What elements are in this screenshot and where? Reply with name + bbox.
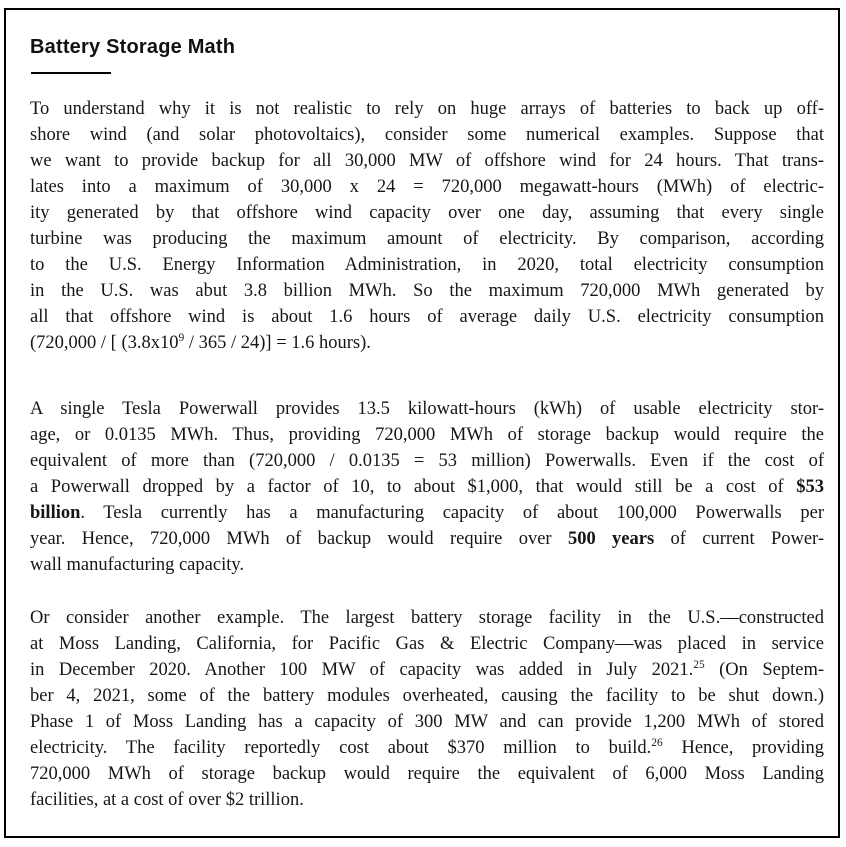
body-text: (720,000 / [ (3.8x10 [30,333,179,353]
body-text: age, or 0.0135 MWh. Thus, providing 720,000 MWh of storage backup would require the [30,425,824,445]
paragraph [30,96,824,356]
body-text: equivalent of more than (720,000 / 0.0135 = 53 million) Powerwalls. Even if the cost of [30,451,824,471]
text-line [30,330,824,356]
footnote-superscript: 9 [178,331,185,344]
text-line [30,122,824,148]
body-text: / 365 / 24)] = 1.6 hours). [184,333,371,353]
body-text: year. Hence, 720,000 MWh of backup would require over [30,529,568,549]
text-line [30,526,824,552]
text-line [30,226,824,252]
box-title: Battery Storage Math [30,36,236,58]
body-text: in December 2020. Another 100 MW of capacity was added in July 2021. [30,660,694,680]
paragraphs [30,96,824,813]
bold-text: billion [30,503,81,523]
body-text: facilities, at a cost of over $2 trillion. [30,790,304,810]
body-text: ity generated by that offshore wind capacity over one day, assuming that every single [30,203,824,223]
body-text: A single Tesla Powerwall provides 13.5 kilowatt-hours (kWh) of usable electricity stor- [30,399,824,419]
body-text: a Powerwall dropped by a factor of 10, to about $1,000, that would still be a cost of [30,477,797,497]
body-text: 720,000 MWh of storage backup would require the equivalent of 6,000 Moss Landing [30,764,824,784]
text-line [30,787,824,813]
text-line [30,735,824,761]
body-text: of current Power- [654,529,825,549]
body-text: lates into a maximum of 30,000 x 24 = 720,000 megawatt-hours (MWh) of electric- [30,177,824,197]
text-line [30,252,824,278]
body-text: Or consider another example. The largest battery storage facility in the U.S.—constructed [30,608,824,628]
body-text: shore wind (and solar photovoltaics), consider some numerical examples. Suppose that [30,125,824,145]
body-text: . Tesla currently has a manufacturing capacity of about 100,000 Powerwalls per [80,503,824,523]
text-line [30,709,824,735]
footnote-superscript: 26 [651,736,663,749]
text-line [30,474,824,500]
text-line [30,96,824,122]
text-line [30,683,824,709]
body-text: to the U.S. Energy Information Administration, in 2020, total electricity consumption [30,255,824,275]
text-line [30,552,824,578]
body-text: turbine was producing the maximum amount of electricity. By comparison, according [30,229,824,249]
body-text: Phase 1 of Moss Landing has a capacity of 300 MW and can provide 1,200 MWh of stored [30,712,824,732]
text-line [30,657,824,683]
text-line [30,761,824,787]
bold-text: $53 [796,477,824,497]
body-text: To understand why it is not realistic to rely on huge arrays of batteries to back up off- [30,99,824,119]
text-line [30,148,824,174]
text-line [30,396,824,422]
body-text: Hence, providing [662,738,824,758]
text-line [30,304,824,330]
body-text: electricity. The facility reportedly cost about $370 million to build. [30,738,652,758]
paragraph [30,396,824,578]
text-line [30,278,824,304]
text-line [30,174,824,200]
body-text: wall manufacturing capacity. [30,555,245,575]
bold-text: 500 years [567,529,655,549]
paragraph [30,605,824,813]
body-text: ber 4, 2021, some of the battery modules overheated, causing the facility to be shut down.) [30,686,824,706]
body-text: (On Septem- [704,660,824,680]
body-text: all that offshore wind is about 1.6 hours of average daily U.S. electricity consumption [30,307,824,327]
footnote-superscript: 25 [693,658,705,671]
text-line [30,200,824,226]
body-text: we want to provide backup for all 30,000 MW of offshore wind for 24 hours. That trans- [30,151,824,171]
text-line [30,631,824,657]
battery-storage-math-box [4,8,840,838]
title-rule [31,72,111,74]
text-line [30,422,824,448]
text-line [30,605,824,631]
body-text: in the U.S. was abut 3.8 billion MWh. So the maximum 720,000 MWh generated by [30,281,824,301]
text-line [30,448,824,474]
body-text: at Moss Landing, California, for Pacific Gas & Electric Company—was placed in service [30,634,824,654]
text-line [30,500,824,526]
